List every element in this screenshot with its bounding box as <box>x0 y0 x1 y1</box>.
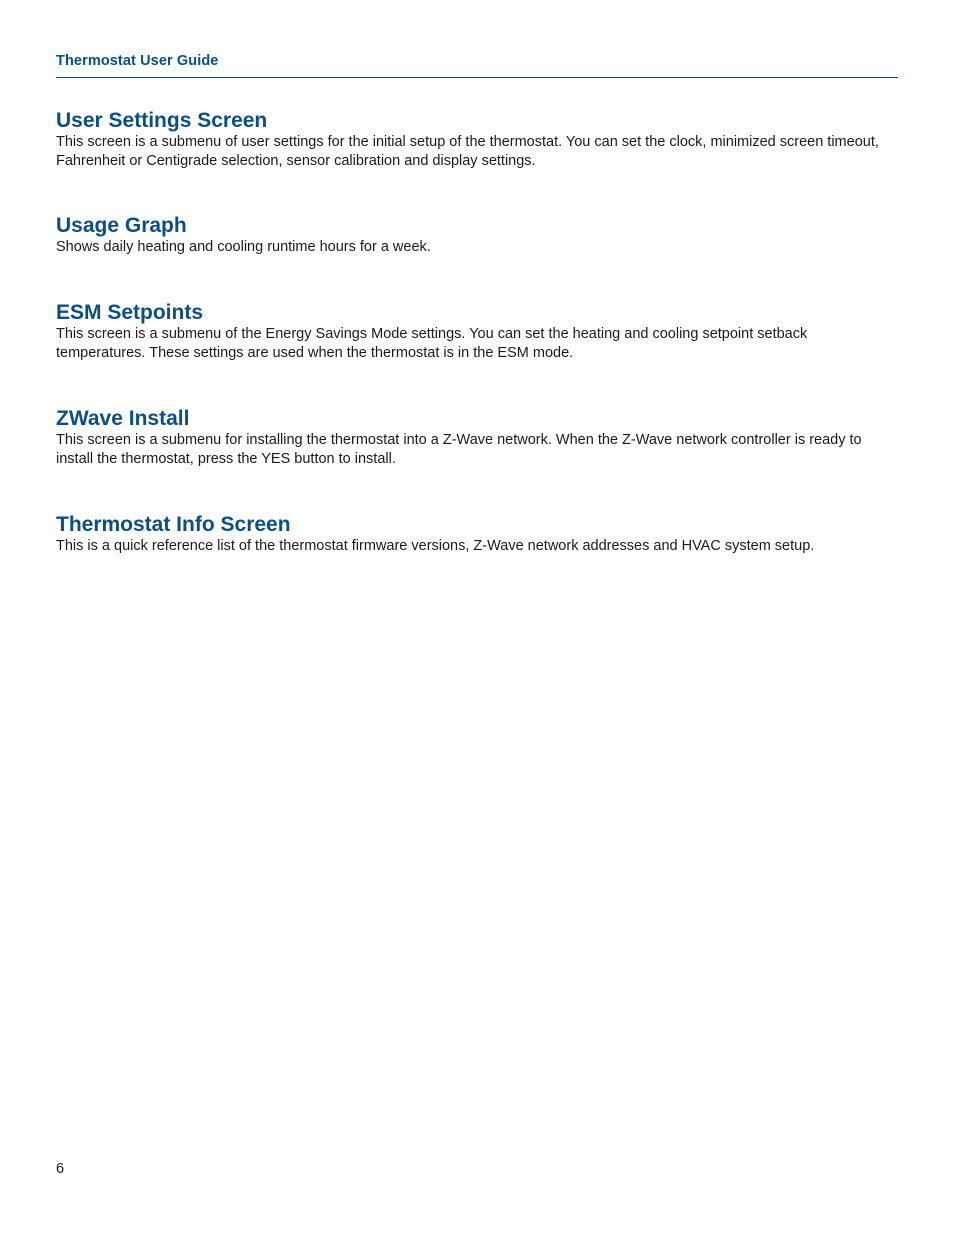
running-header-title: Thermostat User Guide <box>56 53 219 69</box>
section-heading: Thermostat Info Screen <box>56 513 291 536</box>
page-number: 6 <box>56 1161 65 1177</box>
section-thermostat-info-screen <box>56 513 898 556</box>
section-esm-setpoints <box>56 301 898 363</box>
section-usage-graph <box>56 214 898 257</box>
section-heading: ZWave Install <box>56 407 190 430</box>
section-body: This screen is a submenu for installing the thermostat into a Z-Wave network. When the Z-Wave network controller is ready to install the thermostat, press the YES button to install. <box>56 432 862 467</box>
section-zwave-install <box>56 407 898 469</box>
section-body: This screen is a submenu of user settings for the initial setup of the thermostat. You can set the clock, minimized screen timeout, Fahrenheit or Centigrade selection, sensor calibration and display settings. <box>56 134 879 169</box>
section-user-settings-screen <box>56 109 898 171</box>
section-heading: User Settings Screen <box>56 109 268 132</box>
section-body: Shows daily heating and cooling runtime hours for a week. <box>56 239 431 255</box>
section-body: This screen is a submenu of the Energy Savings Mode settings. You can set the heating and cooling setpoint setback temperatures. These settings are used when the thermostat is in the ESM mode. <box>56 326 808 361</box>
section-heading: ESM Setpoints <box>56 301 204 324</box>
header-divider <box>56 77 898 78</box>
section-body: This is a quick reference list of the thermostat firmware versions, Z-Wave network addresses and HVAC system setup. <box>56 538 815 554</box>
section-heading: Usage Graph <box>56 214 187 237</box>
